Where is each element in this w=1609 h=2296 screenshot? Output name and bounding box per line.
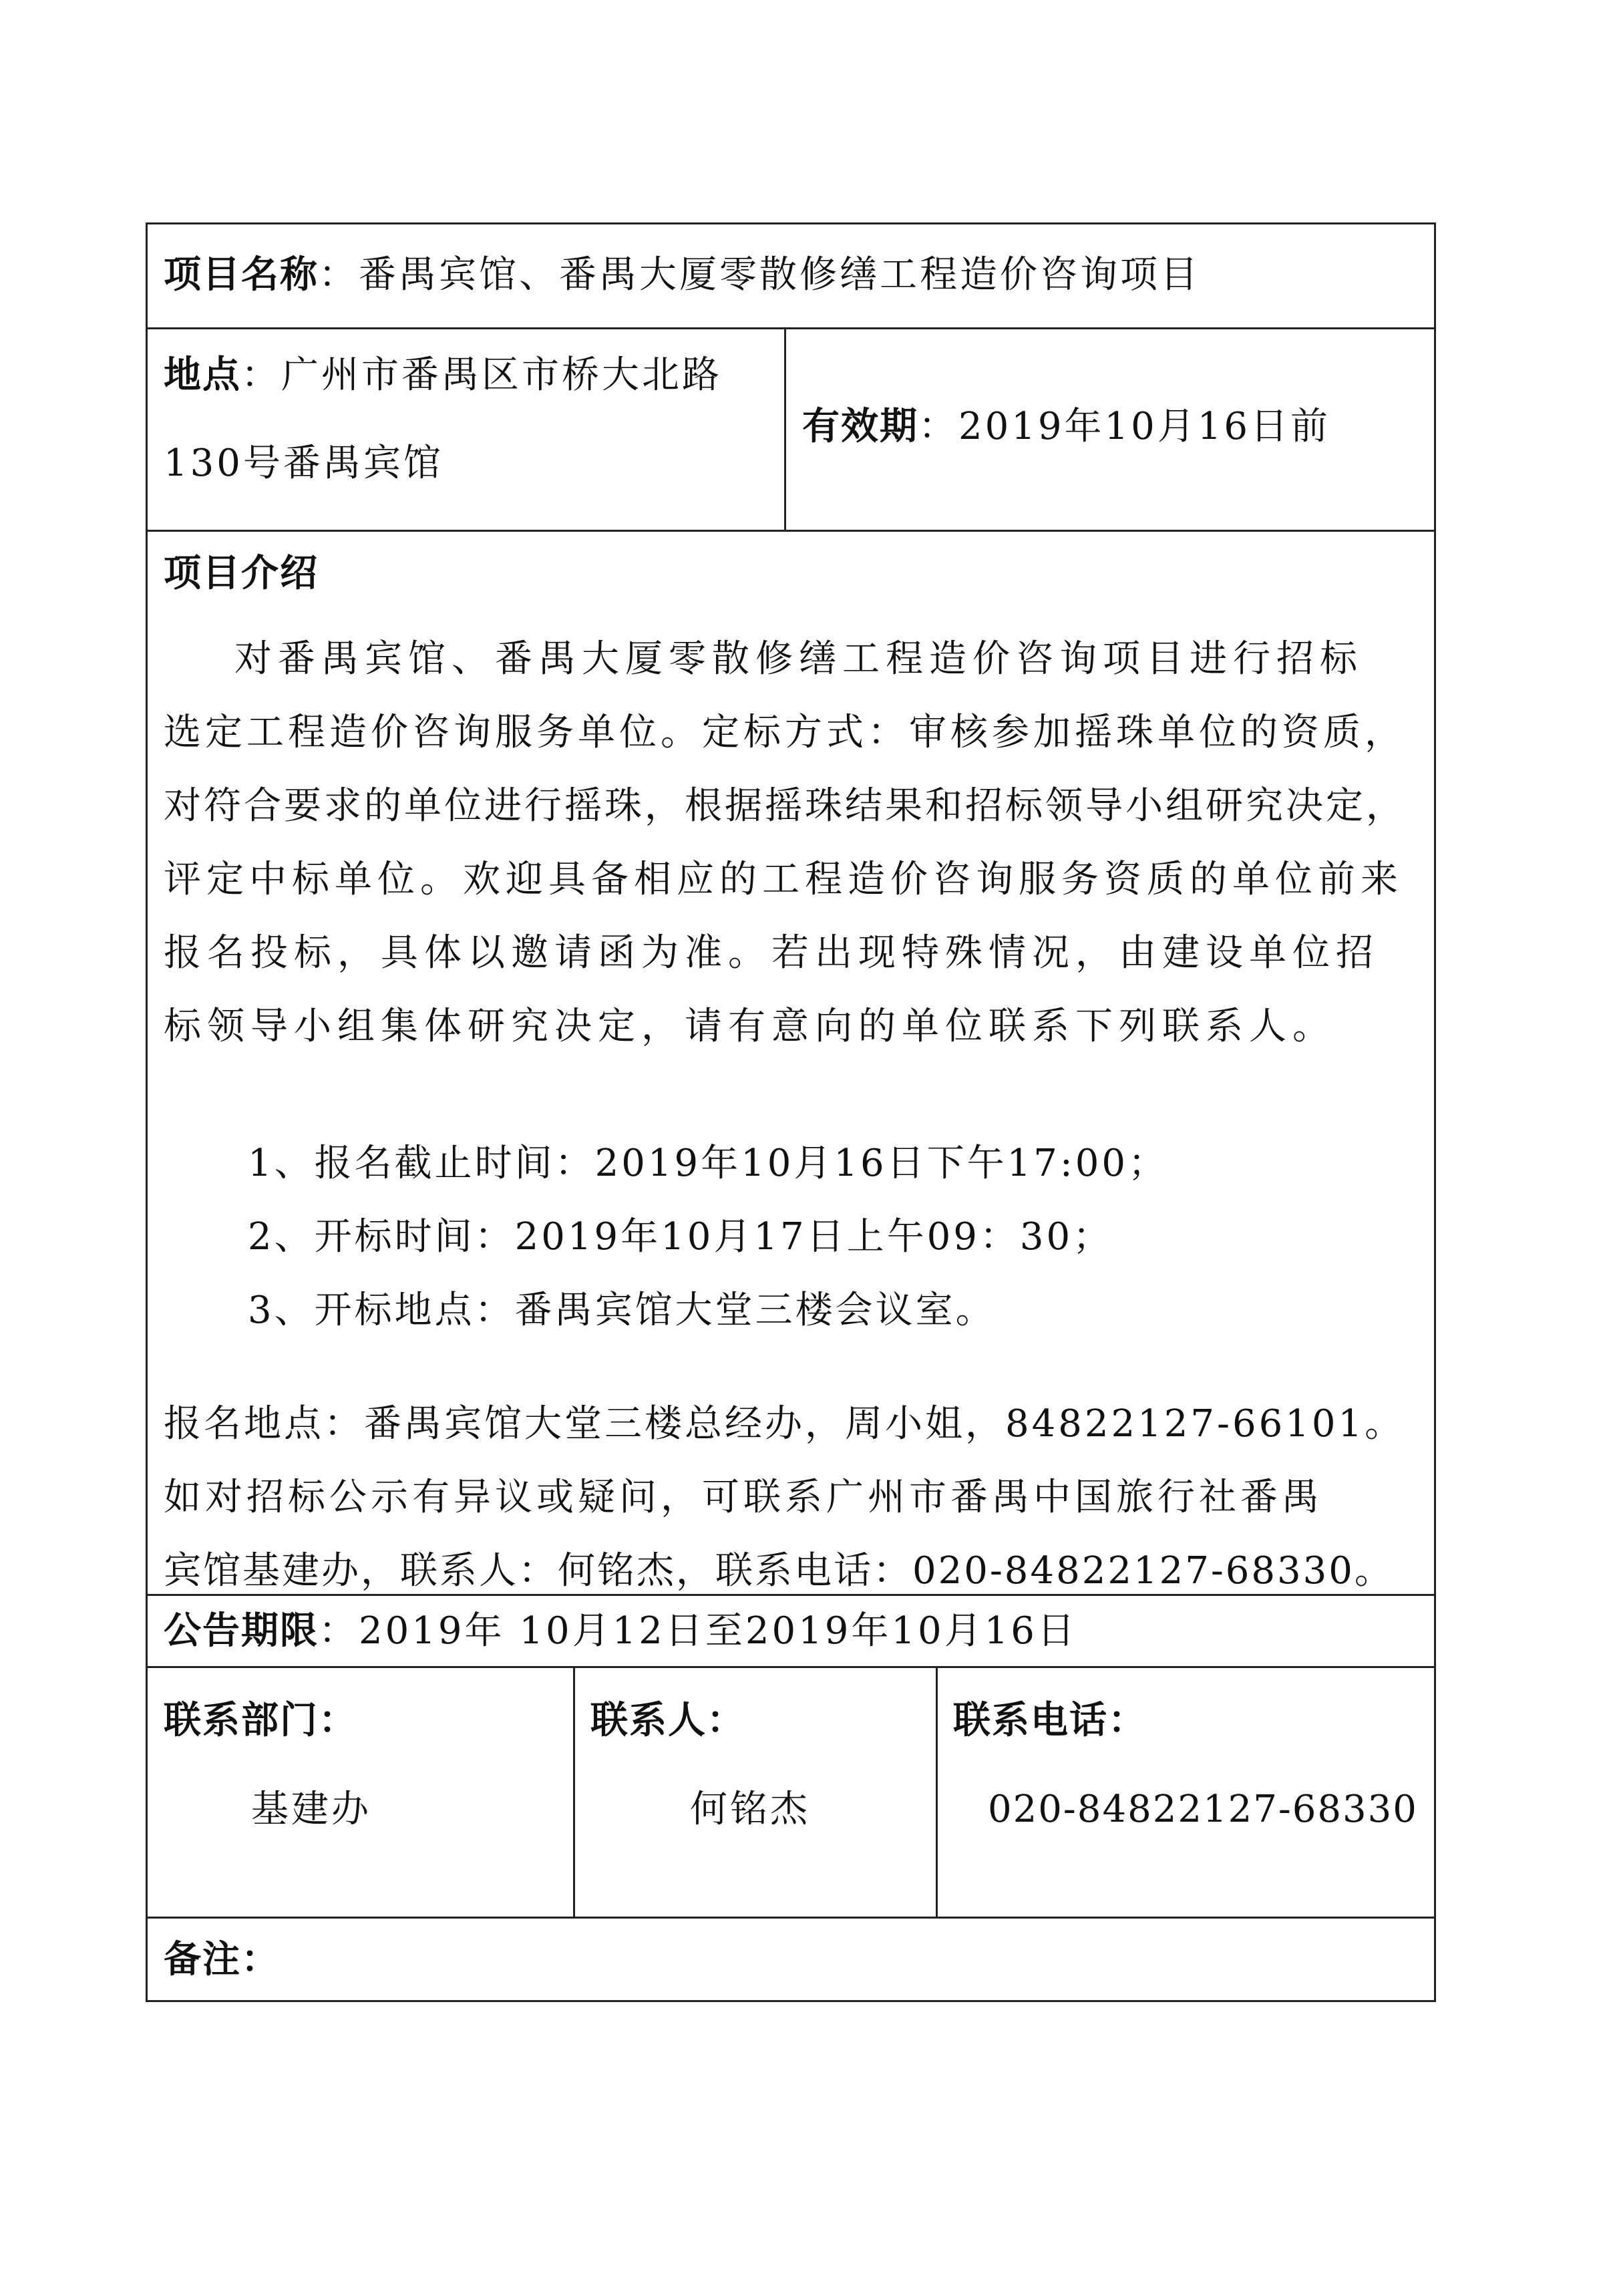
intro-list-item: 2、开标时间：2019年10月17日上午09：30； [248,1215,1113,1259]
contact-info-line: 宾馆基建办，联系人：何铭杰，联系电话：020-84822127-68330。 [164,1549,1394,1593]
intro-list-item: 1、报名截止时间：2019年10月16日下午17:00； [248,1142,1169,1185]
intro-paragraph-line: 报名投标，具体以邀请函为准。若出现特殊情况，由建设单位招 [164,931,1379,975]
contact-department-label: 联系部门： [164,1699,357,1742]
bidding-notice-table [146,222,1436,2002]
intro-list-item: 3、开标地点：番禺宾馆大堂三楼会议室。 [248,1289,996,1332]
notice-period-row [164,1609,1077,1653]
contact-department-value: 基建办 [251,1788,371,1831]
row-divider [148,1594,1434,1596]
notice-period-separator: ： [319,1609,359,1653]
location-label: 地点 [164,353,241,397]
validity-separator: ： [918,405,958,448]
intro-paragraph-line: 对番禺宾馆、番禺大厦零散修缮工程造价咨询项目进行招标 [234,637,1363,681]
validity-value: 2019年10月16日前 [958,405,1331,448]
contact-info-line: 如对招标公示有异议或疑问，可联系广州市番禺中国旅行社番禺 [164,1476,1323,1519]
project-name-value: 番禺宾馆、番禺大厦零散修缮工程造价咨询项目 [359,253,1200,297]
validity-row [802,405,1331,448]
intro-paragraph-line: 标领导小组集体研究决定，请有意向的单位联系下列联系人。 [164,1005,1336,1048]
row-divider [148,530,1434,532]
column-divider [784,327,786,530]
column-divider [573,1666,575,1917]
project-name-row [164,253,1200,297]
row-divider [148,1917,1434,1919]
notice-period-value: 2019年 10月12日至2019年10月16日 [359,1609,1077,1653]
contact-info-line: 报名地点：番禺宾馆大堂三楼总经办，周小姐，84822127-66101。 [164,1402,1405,1446]
project-name-label: 项目名称 [164,253,319,297]
notice-period-label: 公告期限 [164,1609,319,1653]
contact-person-value: 何铭杰 [690,1788,810,1831]
contact-phone-value: 020-84822127-68330 [988,1788,1418,1831]
intro-heading: 项目介绍 [164,552,319,595]
contact-person-label: 联系人： [590,1699,745,1742]
intro-paragraph-line: 选定工程造价咨询服务单位。定标方式：审核参加摇珠单位的资质， [164,711,1406,754]
remarks-label: 备注： [164,1938,280,1981]
intro-paragraph-line: 评定中标单位。欢迎具备相应的工程造价咨询服务资质的单位前来 [164,858,1403,901]
location-value-line2: 130号番禺宾馆 [164,442,443,485]
project-name-separator: ： [319,253,359,297]
location-value-line1: 广州市番禺区市桥大北路 [281,353,722,397]
validity-label: 有效期 [802,405,918,448]
location-line-1 [164,353,722,397]
contact-phone-label: 联系电话： [953,1699,1147,1742]
row-divider [148,327,1434,329]
intro-paragraph-line: 对符合要求的单位进行摇珠，根据摇珠结果和招标领导小组研究决定， [164,784,1406,828]
row-divider [148,1666,1434,1668]
location-separator: ： [241,353,281,397]
column-divider [936,1666,938,1917]
